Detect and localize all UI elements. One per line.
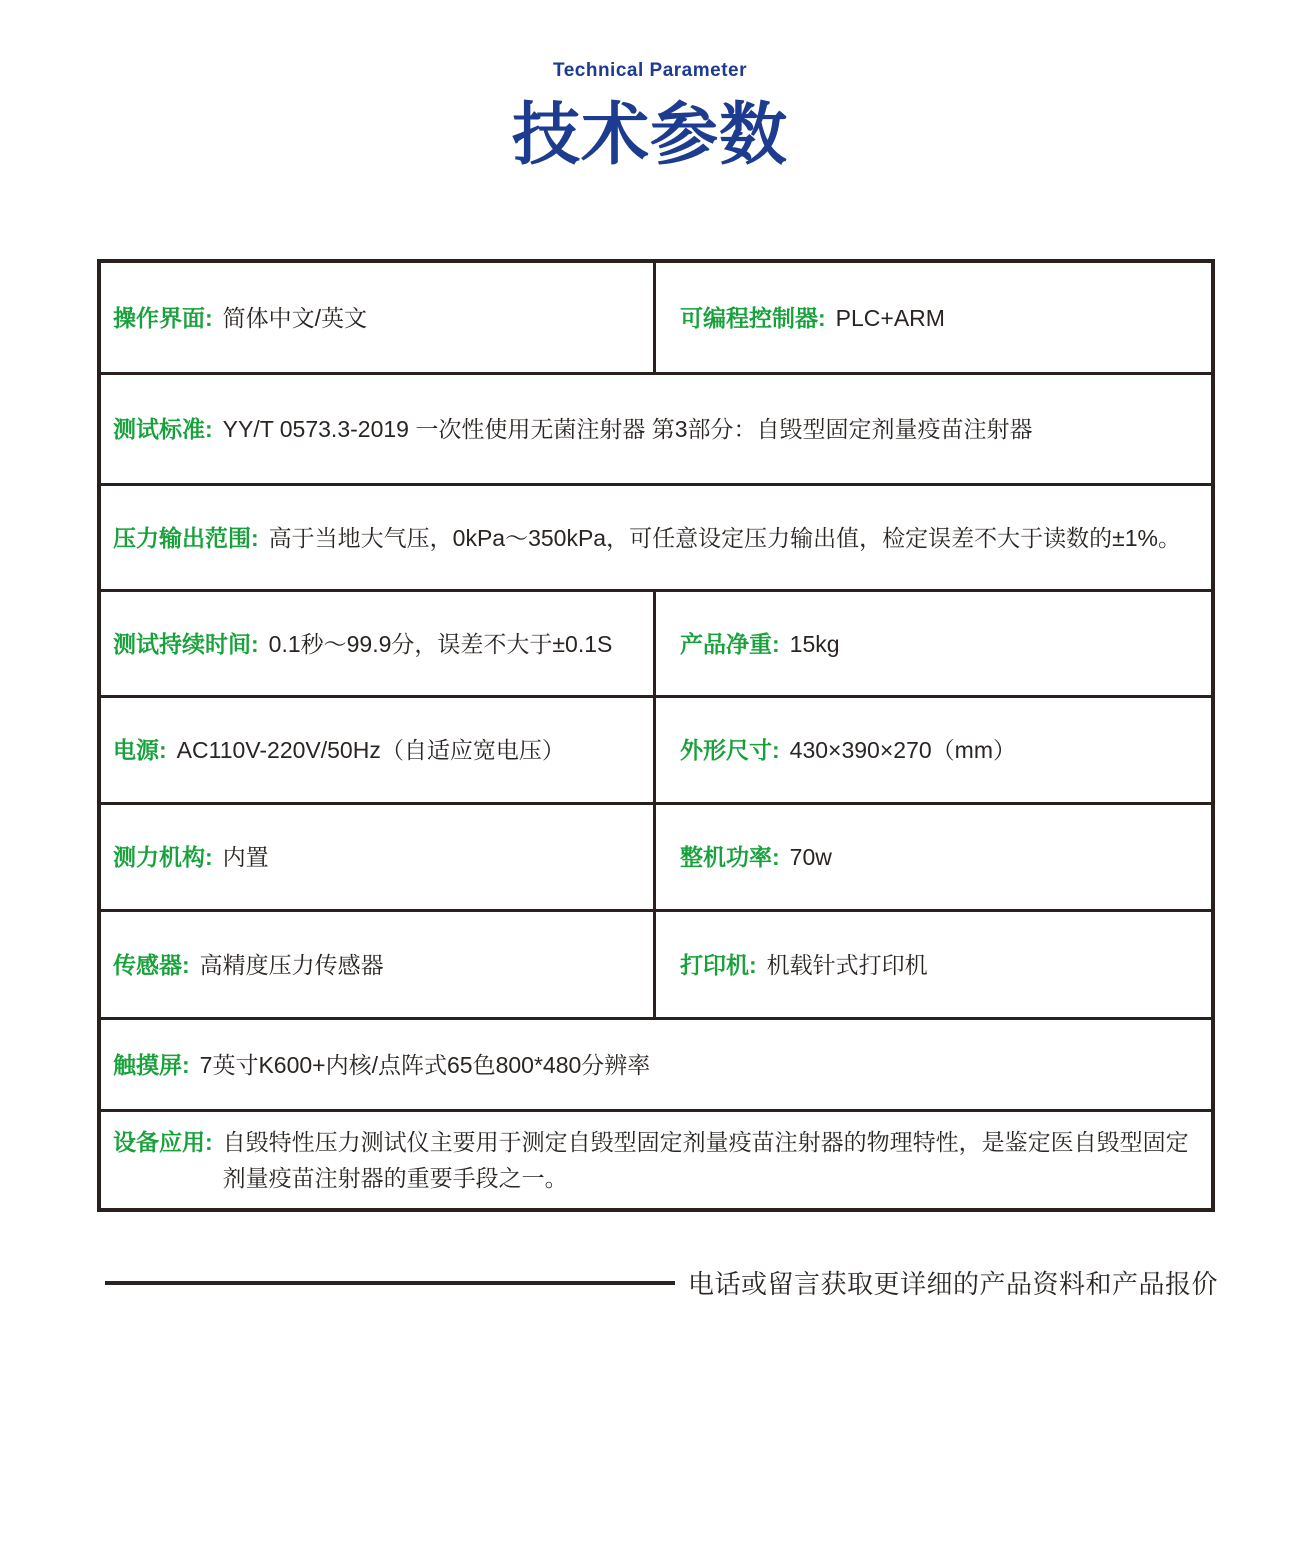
param-label: 电源:: [113, 737, 167, 763]
footer-cta: [105, 1264, 1300, 1301]
param-value: YY/T 0573.3-2019 一次性使用无菌注射器 第3部分：自毁型固定剂量疫苗注射器: [222, 416, 1033, 442]
param-pair: [680, 839, 832, 875]
divider-line: [105, 1281, 675, 1285]
param-cell: [101, 263, 653, 372]
param-value: 自毁特性压力测试仪主要用于测定自毁型固定剂量疫苗注射器的物理特性，是鉴定医自毁型固定剂量疫苗注射器的重要手段之一。: [222, 1129, 1189, 1191]
param-cell: [101, 698, 653, 802]
param-pair: [113, 732, 565, 768]
param-row: [101, 695, 1211, 802]
param-row: [101, 802, 1211, 909]
param-cell: [653, 592, 1211, 695]
param-cell: [653, 263, 1211, 372]
param-label: 测试标准:: [113, 416, 213, 442]
param-row: [101, 1109, 1211, 1208]
param-pair: [113, 1047, 650, 1083]
param-label: 打印机:: [680, 951, 757, 978]
param-label: 可编程控制器:: [680, 304, 826, 331]
param-label: 测力机构:: [113, 844, 213, 870]
param-value: 高精度压力传感器: [199, 951, 384, 978]
param-value: 0.1秒～99.9分，误差不大于±0.1S: [268, 630, 613, 657]
param-cell: [653, 912, 1211, 1017]
param-label: 操作界面:: [113, 304, 213, 331]
param-pair: [113, 300, 367, 336]
param-pair: [680, 732, 1016, 768]
param-label: 设备应用:: [113, 1129, 213, 1155]
param-cell: [101, 805, 653, 909]
param-label: 外形尺寸:: [680, 737, 780, 763]
section-subtitle-en: Technical Parameter: [553, 60, 747, 81]
param-row: [101, 483, 1211, 589]
param-cell: [101, 1020, 1211, 1109]
param-value: PLC+ARM: [835, 304, 945, 331]
param-row: [101, 1017, 1211, 1109]
technical-parameter-table: [97, 259, 1215, 1212]
param-value: 15kg: [789, 630, 840, 657]
param-value: 机载针式打印机: [766, 951, 928, 978]
param-pair: [680, 300, 945, 336]
param-pair: [113, 839, 269, 875]
param-label: 整机功率:: [680, 844, 780, 870]
param-row: [101, 372, 1211, 483]
param-cell: [653, 805, 1211, 909]
page-header: [0, 0, 1300, 173]
param-cell: [101, 375, 1211, 483]
param-pair: [113, 626, 612, 662]
param-pair: [680, 626, 840, 662]
param-value: 简体中文/英文: [222, 304, 368, 331]
footer-cta-text: 电话或留言获取更详细的产品资料和产品报价: [688, 1269, 1219, 1299]
param-row: [101, 909, 1211, 1017]
param-label: 产品净重:: [680, 630, 780, 657]
param-cell: [101, 592, 653, 695]
param-value: AC110V-220V/50Hz（自适应宽电压）: [176, 737, 565, 763]
param-pair: [113, 520, 1181, 556]
param-cell: [101, 912, 653, 1017]
param-value: 70w: [789, 844, 832, 870]
param-row: [101, 263, 1211, 372]
param-pair: [113, 1124, 1205, 1196]
param-pair: [680, 947, 928, 983]
param-row: [101, 589, 1211, 695]
param-cell: [101, 1112, 1211, 1208]
param-label: 触摸屏:: [113, 1051, 190, 1078]
param-value: 430×390×270（mm）: [789, 737, 1016, 763]
param-value: 内置: [222, 844, 269, 870]
param-value: 高于当地大气压，0kPa～350kPa，可任意设定压力输出值，检定误差不大于读数的±1%。: [268, 524, 1181, 551]
param-cell: [101, 486, 1211, 589]
param-label: 传感器:: [113, 951, 190, 978]
param-pair: [113, 947, 384, 983]
param-value: 7英寸K600+内核/点阵式65色800*480分辨率: [199, 1051, 651, 1078]
param-label: 测试持续时间:: [113, 630, 259, 657]
param-label: 压力输出范围:: [113, 524, 259, 551]
section-title: 技术参数: [511, 97, 788, 173]
param-cell: [653, 698, 1211, 802]
param-pair: [113, 411, 1033, 447]
